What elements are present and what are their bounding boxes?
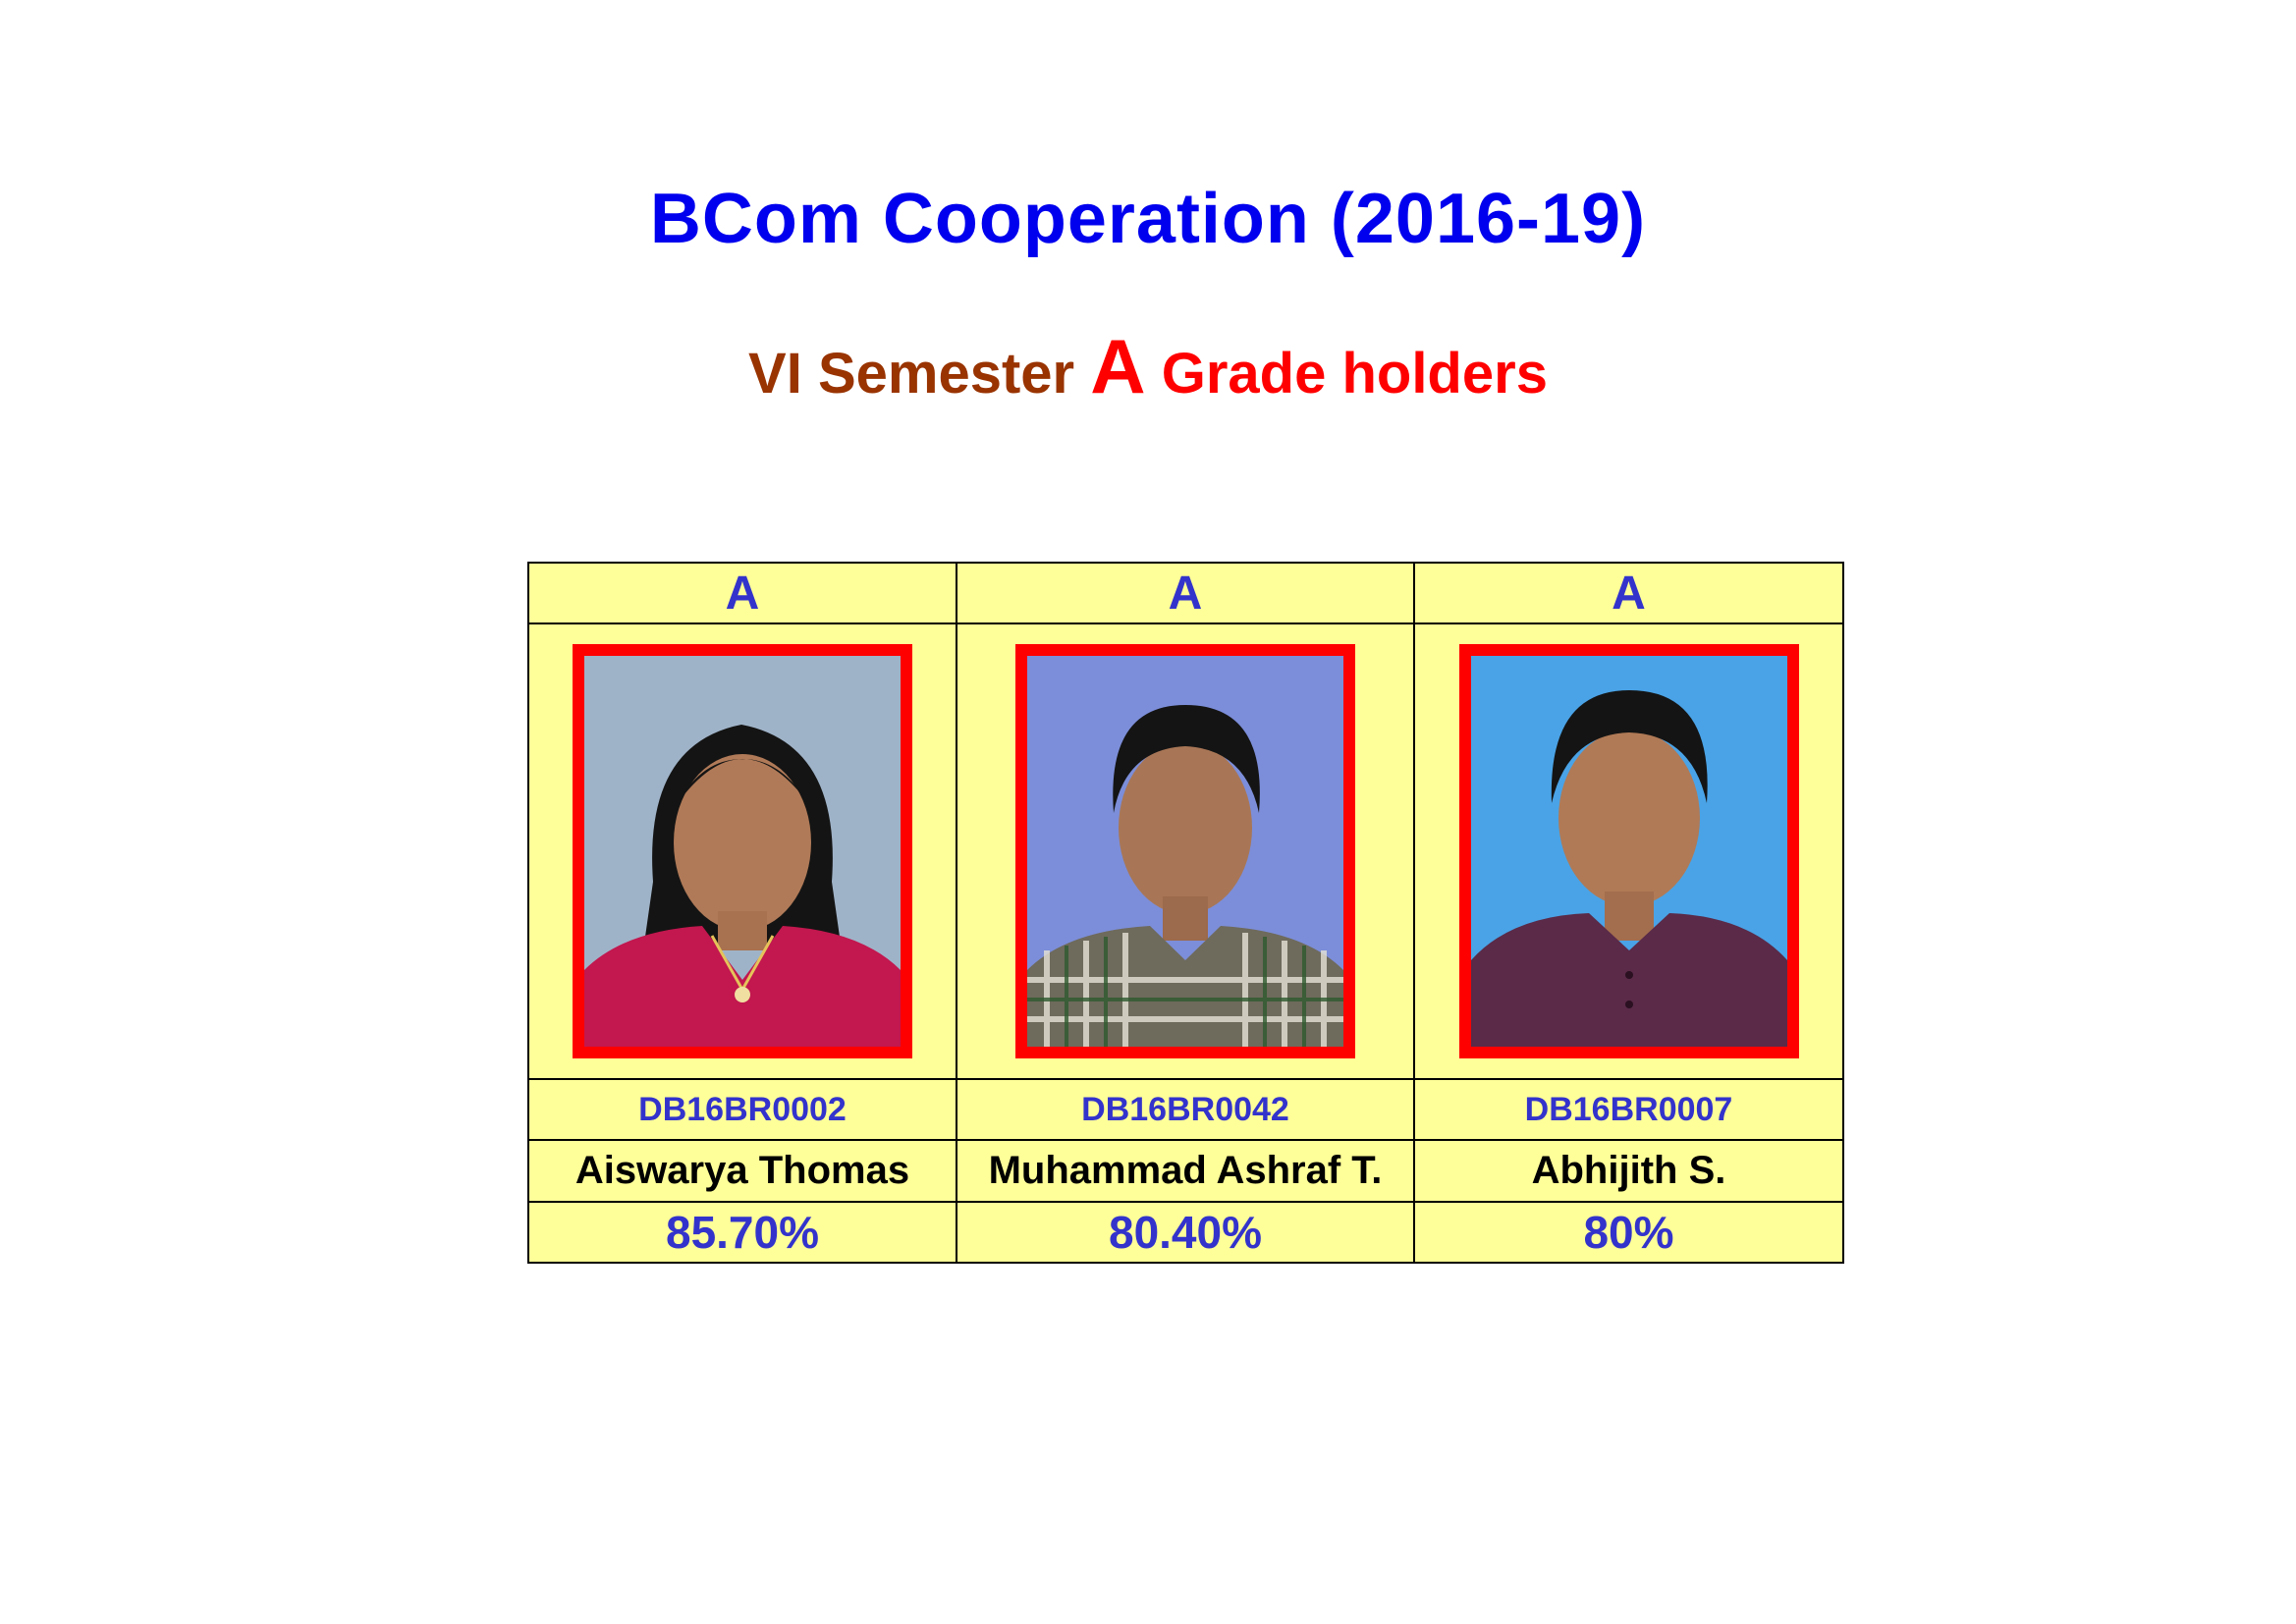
- student-name-cell: Aiswarya Thomas: [528, 1140, 957, 1202]
- percentage-cell: 80%: [1414, 1202, 1843, 1263]
- register-number-cell: DB16BR0002: [528, 1079, 957, 1140]
- student-photo: [1459, 644, 1799, 1058]
- student-photo-image: [584, 656, 901, 1047]
- subtitle-prefix: VI Semester: [748, 342, 1075, 406]
- grade-holders-table: [527, 562, 1844, 1264]
- photo-row: [528, 623, 1843, 1079]
- grade-cell: A: [957, 563, 1414, 623]
- photo-cell: [1414, 623, 1843, 1079]
- student-name-cell: Abhijith S.: [1414, 1140, 1843, 1202]
- page-title: BCom Cooperation (2016-19): [649, 180, 1647, 258]
- register-number-cell: DB16BR0007: [1414, 1079, 1843, 1140]
- student-name-cell: Muhammad Ashraf T.: [957, 1140, 1414, 1202]
- photo-cell: [957, 623, 1414, 1079]
- subtitle-suffix: Grade holders: [1161, 342, 1548, 406]
- subtitle-grade-letter: A: [1090, 323, 1146, 409]
- register-number-cell: DB16BR0042: [957, 1079, 1414, 1140]
- percentage-cell: 80.40%: [957, 1202, 1414, 1263]
- grade-row: [528, 563, 1843, 623]
- page-subtitle: [0, 322, 2296, 418]
- grade-cell: A: [1414, 563, 1843, 623]
- percentage-row: [528, 1202, 1843, 1263]
- register-number-row: [528, 1079, 1843, 1140]
- student-photo-image: [1027, 656, 1343, 1047]
- student-photo: [1015, 644, 1355, 1058]
- student-photo-image: [1471, 656, 1787, 1047]
- grade-cell: A: [528, 563, 957, 623]
- photo-cell: [528, 623, 957, 1079]
- percentage-cell: 85.70%: [528, 1202, 957, 1263]
- student-name-row: [528, 1140, 1843, 1202]
- student-photo: [573, 644, 912, 1058]
